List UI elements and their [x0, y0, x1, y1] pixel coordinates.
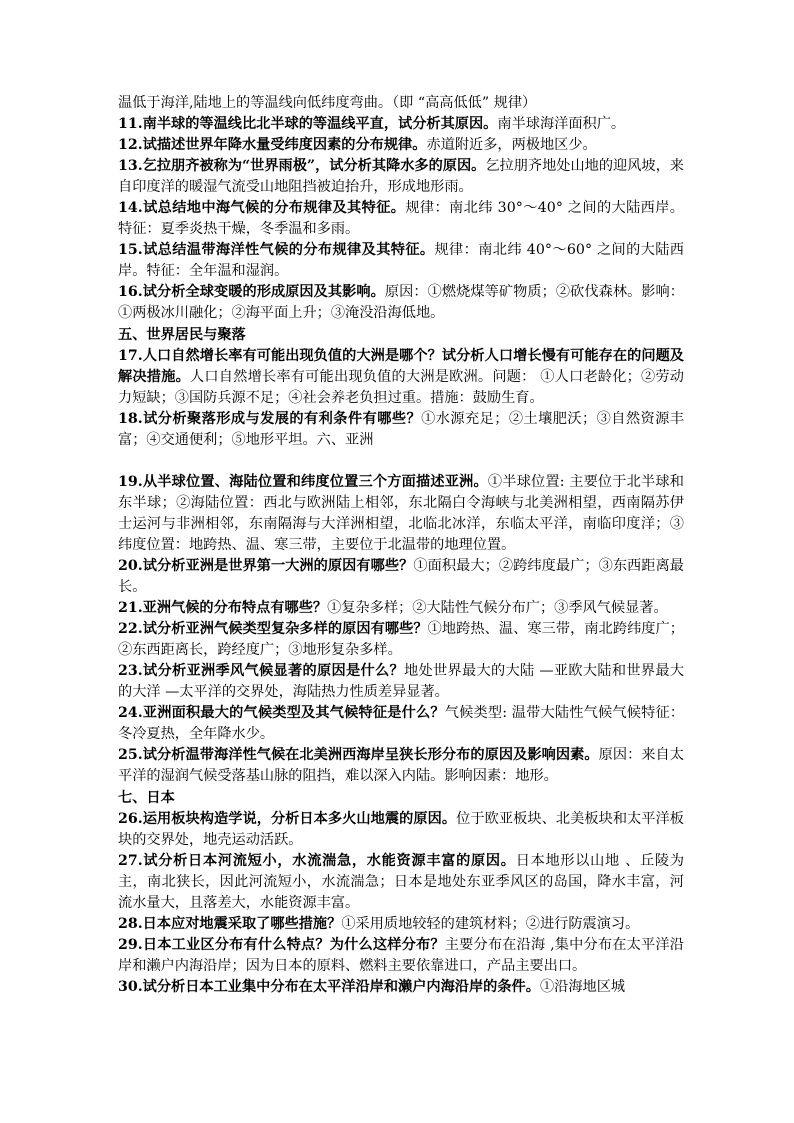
section-heading: 五、世界居民与聚落 — [118, 326, 246, 343]
answer-text: ①复杂多样；②大陆性气候分布广；③季风气候显著。 — [327, 600, 668, 617]
answer-text: 乞拉朋齐地处山地的迎风坡，来自印度洋的暖湿气流受山地阻挡被迫抬升，形成地形雨。 — [118, 158, 684, 196]
answer-text: ①水源充足；②土壤肥沃；③自然资源丰富；④交通便利；⑤地形平坦。六、亚洲 — [118, 410, 684, 448]
question-text: 14.试总结地中海气候的分布规律及其特征。 — [118, 200, 406, 217]
answer-text: ①沿海地区城 — [539, 978, 626, 995]
answer-text: ①面积最大；②跨纬度最广；③东西距离最长。 — [118, 557, 684, 596]
paragraph-29 — [118, 935, 684, 977]
paragraph-28 — [118, 914, 684, 935]
paragraph-19 — [118, 472, 684, 556]
answer-text: 人口自然增长率有可能出现负值的大洲是欧洲。问题： ①人口老龄化；②劳动力短缺；③国防兵源不足；④社会养老负担过重。措施：鼓励生育。 — [118, 368, 684, 406]
section-heading-5 — [118, 325, 684, 346]
question-text: 18.试分析聚落形成与发展的有利条件有哪些？ — [118, 410, 422, 427]
question-text: 17.人口自然增长率有可能出现负值的大洲是哪个？试分析人口增长慢有可能存在的问题及解决措施。 — [118, 347, 684, 385]
question-text: 27.试分析日本河流短小，水流湍急，水能资源丰富的原因。 — [118, 852, 516, 869]
question-text: 20.试分析亚洲是世界第一大洲的原因有哪些？ — [118, 557, 414, 574]
paragraph-23 — [118, 661, 684, 703]
paragraph-30 — [118, 977, 684, 998]
paragraph-24 — [118, 703, 684, 745]
paragraph-16 — [118, 282, 684, 324]
question-text: 22.试分析亚洲气候类型复杂多样的原因有哪些？ — [118, 621, 428, 638]
answer-text: 气候类型: 温带大陆性气候气候特征：冬冷夏热，全年降水少。 — [118, 705, 685, 743]
question-text: 21.亚洲气候的分布特点有哪些？ — [118, 600, 328, 617]
answer-text: 规律：南北纬 30°～40° 之间的大陆西岸。特征：夏季炎热干燥，冬季温和多雨。 — [118, 200, 684, 238]
section-heading: 七、日本 — [118, 789, 175, 806]
paragraph-14 — [118, 198, 684, 240]
answer-text: ①地跨热、温、寒三带，南北跨纬度广；②东西距离长，跨经度广；③地形复杂多样。 — [118, 621, 684, 659]
paragraph-17 — [118, 346, 684, 409]
paragraph-20 — [118, 556, 684, 598]
answer-text: 原因：①燃烧煤等矿物质；②砍伐森林。影响：①两极冰川融化；②海平面上升；③淹没沿海低地。 — [118, 284, 684, 322]
question-text: 29.日本工业区分布有什么特点？为什么这样分布？ — [118, 936, 445, 953]
paragraph-12 — [118, 135, 684, 156]
document-page — [118, 93, 684, 998]
answer-text: 地处世界最大的大陆 —亚欧大陆和世界最大的大洋 —太平洋的交界处，海陆热力性质差异显著。 — [118, 663, 685, 701]
question-text: 15.试总结温带海洋性气候的分布规律及其特征。 — [118, 242, 435, 259]
paragraph-25 — [118, 745, 684, 787]
question-text: 25.试分析温带海洋性气候在北美洲西海岸呈狭长形分布的原因及影响因素。 — [118, 747, 599, 764]
question-text: 16.试分析全球变暖的形成原因及其影响。 — [118, 284, 385, 301]
answer-text: 规律：南北纬 40°～60° 之间的大陆西岸。特征：全年温和湿润。 — [118, 242, 684, 280]
paragraph-27 — [118, 851, 684, 914]
answer-text: ①半球位置: 主要位于北半球和东半球；②海陆位置：西北与欧洲陆上相邻，东北隔白令海峡与北美洲相望，西南隔苏伊士运河与非洲相邻，东南隔海与大洋洲相望，北临北冰洋，东临太平洋，南临印度洋；③纬度位置：地跨热、温、寒三带，主要位于北温带的地理位置。 — [118, 473, 684, 553]
question-text: 12.试描述世界年降水量受纬度因素的分布规律。 — [118, 137, 427, 154]
question-text: 26.运用板块构造学说，分析日本多火山地震的原因。 — [118, 810, 457, 827]
question-text: 19.从半球位置、海陆位置和纬度位置三个方面描述亚洲。 — [118, 473, 488, 490]
answer-text: 温低于海洋,陆地上的等温线向低纬度弯曲。（即 “高高低低” 规律） — [118, 95, 537, 111]
answer-text: 原因：来自太平洋的湿润气候受落基山脉的阻挡，难以深入内陆。影响因素：地形。 — [118, 747, 684, 785]
paragraph-13 — [118, 156, 684, 198]
question-text: 11.南半球的等温线比北半球的等温线平直，试分析其原因。 — [118, 116, 498, 133]
answer-text: 赤道附近多，两极地区少。 — [426, 137, 597, 154]
paragraph-0 — [118, 93, 684, 114]
paragraph-18 — [118, 409, 684, 451]
answer-text: 日本地形以山地 、丘陵为主，南北狭长，因此河流短小，水流湍急；日本是地处东亚季风区的岛国，降水丰富，河流水量大，且落差大，水能资源丰富。 — [118, 852, 685, 911]
paragraph-11 — [118, 114, 684, 135]
blank-line — [118, 451, 684, 472]
section-heading-7 — [118, 788, 684, 809]
question-text: 13.乞拉朋齐被称为“世界雨极”，试分析其降水多的原因。 — [118, 158, 486, 175]
paragraph-22 — [118, 619, 684, 661]
question-text: 23.试分析亚洲季风气候显著的原因是什么？ — [118, 663, 404, 680]
answer-text: ①采用质地较轻的建筑材料；②进行防震演习。 — [341, 915, 640, 932]
answer-text: 位于欧亚板块、北美板块和太平洋板块的交界处，地壳运动活跃。 — [118, 810, 684, 848]
paragraph-15 — [118, 240, 684, 282]
answer-text: 主要分布在沿海 ,集中分布在太平洋沿岸和濑户内海沿岸；因为日本的原料、燃料主要依靠进口，产品主要出口。 — [118, 936, 684, 974]
paragraph-26 — [118, 809, 684, 851]
question-text: 24.亚洲面积最大的气候类型及其气候特征是什么？ — [118, 705, 445, 722]
paragraph-21 — [118, 598, 684, 619]
question-text: 28.日本应对地震采取了哪些措施？ — [118, 915, 342, 932]
answer-text: 南半球海洋面积广。 — [497, 116, 626, 133]
question-text: 30.试分析日本工业集中分布在太平洋沿岸和濑户内海沿岸的条件。 — [118, 978, 540, 995]
